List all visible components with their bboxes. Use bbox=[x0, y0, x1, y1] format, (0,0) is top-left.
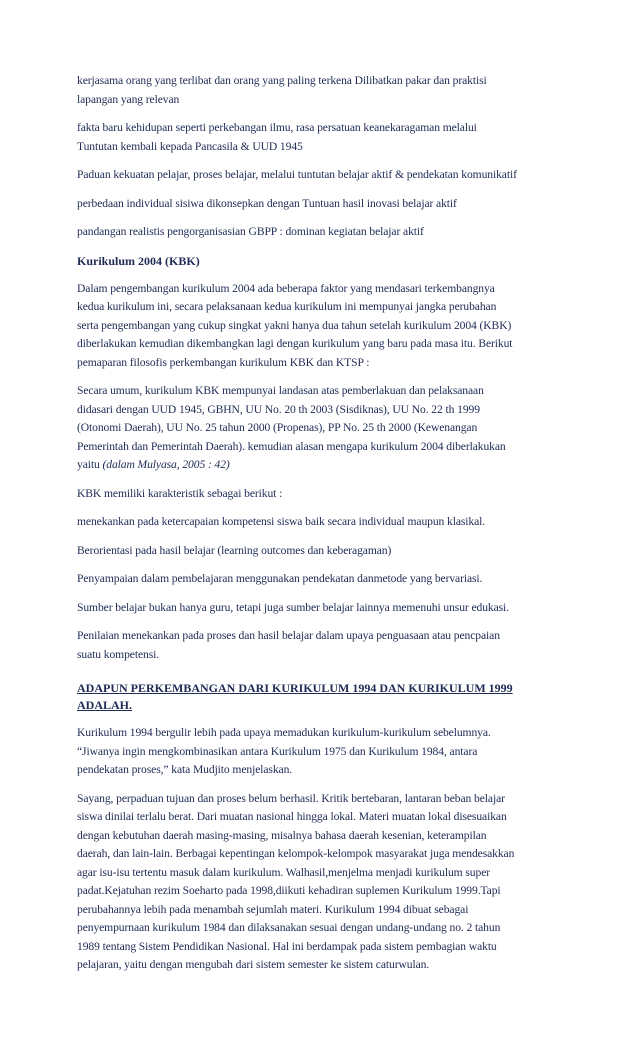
text-line: Penilaian menekankan pada proses dan hasil belajar dalam upaya penguasaan atau pencpaian bbox=[77, 629, 500, 642]
text-line: Paduan kekuatan pelajar, proses belajar, melalui tuntutan belajar aktif & pendekatan komunikatif bbox=[77, 168, 517, 181]
paragraph bbox=[77, 195, 559, 214]
text-line: 1989 tentang Sistem Pendidikan Nasional. Hal ini berdampak pada sistem pembagian waktu bbox=[77, 939, 497, 953]
paragraph bbox=[77, 599, 559, 618]
text-line: perbedaan individual sisiwa dikonsepkan dengan Tuntuan hasil inovasi belajar aktif bbox=[77, 196, 457, 210]
text-line: (Otonomi Daerah), UU No. 25 tahun 2000 (Propenas), PP No. 25 th 2000 (Kewenangan bbox=[77, 421, 478, 434]
text-line: menekankan pada ketercapaian kompetensi siswa baik secara individual maupun klasikal. bbox=[77, 515, 486, 528]
paragraph bbox=[77, 513, 559, 532]
text-line: lapangan yang relevan bbox=[77, 92, 180, 106]
paragraph bbox=[77, 570, 559, 589]
heading-line: ADAPUN PERKEMBANGAN DARI KURIKULUM 1994 DAN KURIKULUM 1999 bbox=[77, 681, 513, 695]
paragraph bbox=[77, 542, 559, 561]
citation: (dalam Mulyasa, 2005 : 42) bbox=[102, 458, 230, 471]
text-line: Kurikulum 1994 bergulir lebih pada upaya memadukan kurikulum-kurikulum sebelumnya. bbox=[77, 726, 491, 739]
text-line: Penyampaian dalam pembelajaran menggunakan pendekatan danmetode yang bervariasi. bbox=[77, 572, 483, 585]
text-line: serta pengembangan yang cukup singkat yakni hanya dua tahun setelah kurikulum 2004 (KBK) bbox=[77, 318, 512, 332]
text-line: pemaparan filosofis perkembangan kurikulum KBK dan KTSP : bbox=[77, 355, 370, 369]
text-line: agar isu-isu tertentu masuk dalam kurikulum. Walhasil,menjelma menjadi kurikulum super bbox=[77, 865, 491, 879]
text-line: pandangan realistis pengorganisasian GBPP : dominan kegiatan belajar aktif bbox=[77, 225, 424, 238]
heading-line: ADALAH. bbox=[77, 698, 133, 712]
text-line: pelajaran, yaitu dengan mengubah dari sistem semester ke sistem caturwulan. bbox=[77, 958, 430, 971]
text-line: Dalam pengembangan kurikulum 2004 ada beberapa faktor yang mendasari terkembangnya bbox=[77, 281, 495, 295]
paragraph bbox=[77, 724, 559, 780]
paragraph bbox=[77, 72, 559, 109]
text-line: Pemerintah dan Pemerintah Daerah). kemudian alasan mengapa kurikulum 2004 diberlakukan bbox=[77, 439, 506, 453]
section-heading bbox=[77, 680, 559, 714]
text-line: KBK memiliki karakteristik sebagai berikut : bbox=[77, 486, 283, 500]
kbk-legal-basis-paragraph bbox=[77, 382, 559, 475]
text-line: kedua kurikulum ini, secara pelaksanaan kedua kurikulum ini mempunyai jangka perubahan bbox=[77, 300, 497, 313]
text-line: “Jiwanya ingin mengkombinasikan antara Kurikulum 1975 dan Kurikulum 1984, antara bbox=[77, 744, 478, 758]
line-prefix: yaitu bbox=[77, 458, 103, 471]
paragraph bbox=[77, 485, 559, 504]
paragraph bbox=[77, 223, 559, 242]
text-line: suatu kompetensi. bbox=[77, 647, 160, 661]
kbk-description bbox=[77, 280, 559, 373]
text-line: diberlakukan kemudian dikembangkan lagi dengan kurikulum yang baru pada masa itu. Berikut bbox=[77, 337, 513, 350]
text-line: fakta baru kehidupan seperti perkebangan ilmu, rasa persatuan keanekaragaman melalui bbox=[77, 121, 477, 134]
text-line: didasari dengan UUD 1945, GBHN, UU No. 20 th 2003 (Sisdiknas), UU No. 22 th 1999 bbox=[77, 402, 480, 416]
text-line: pendekatan proses,” kata Mudjito menjelaskan. bbox=[77, 763, 293, 776]
paragraph bbox=[77, 790, 559, 975]
text-line: Tuntutan kembali kepada Pancasila & UUD 1945 bbox=[77, 139, 303, 153]
text-line: Berorientasi pada hasil belajar (learning outcomes dan keberagaman) bbox=[77, 543, 392, 557]
text-line: dengan kebutuhan daerah masing-masing, misalnya bahasa daerah kesenian, keterampilan bbox=[77, 828, 487, 842]
paragraph bbox=[77, 166, 559, 185]
text-line bbox=[77, 456, 559, 475]
text-line: perubahannya lebih pada menambah sejumlah materi. Kurikulum 1994 dibuat sebagai bbox=[77, 902, 469, 916]
document-page bbox=[77, 72, 559, 985]
text-line: Secara umum, kurikulum KBK mempunyai landasan atas pemberlakuan dan pelaksanaan bbox=[77, 384, 484, 397]
paragraph bbox=[77, 627, 559, 664]
kbk-heading: Kurikulum 2004 (KBK) bbox=[77, 253, 200, 268]
text-line: Sumber belajar bukan hanya guru, tetapi juga sumber belajar lainnya memenuhi unsur edukasi. bbox=[77, 600, 509, 614]
text-line: siswa dinilai terlalu berat. Dari muatan nasional hingga lokal. Materi muatan lokal disesuaikan bbox=[77, 810, 507, 823]
text-line: Sayang, perpaduan tujuan dan proses belum berhasil. Kritik bertebaran, lantaran beban belajar bbox=[77, 791, 505, 805]
text-line: daerah, dan lain-lain. Berbagai kepentingan kelompok-kelompok masyarakat juga mendesakkan bbox=[77, 847, 515, 860]
paragraph bbox=[77, 119, 559, 156]
text-line: penyempurnaan kurikulum 1984 dan dilaksanakan sesuai dengan undang-undang no. 2 tahun bbox=[77, 921, 501, 934]
paragraph bbox=[77, 280, 559, 373]
text-line: kerjasama orang yang terlibat dan orang yang paling terkena Dilibatkan pakar dan praktisi bbox=[77, 74, 487, 87]
curriculum-1994-1999-text bbox=[77, 724, 559, 975]
text-line: padat.Kejatuhan rezim Soeharto pada 1998,diikuti kehadiran suplemen Kurikulum 1999.Tapi bbox=[77, 884, 501, 897]
intro-list bbox=[77, 72, 559, 242]
kbk-characteristics bbox=[77, 485, 559, 665]
